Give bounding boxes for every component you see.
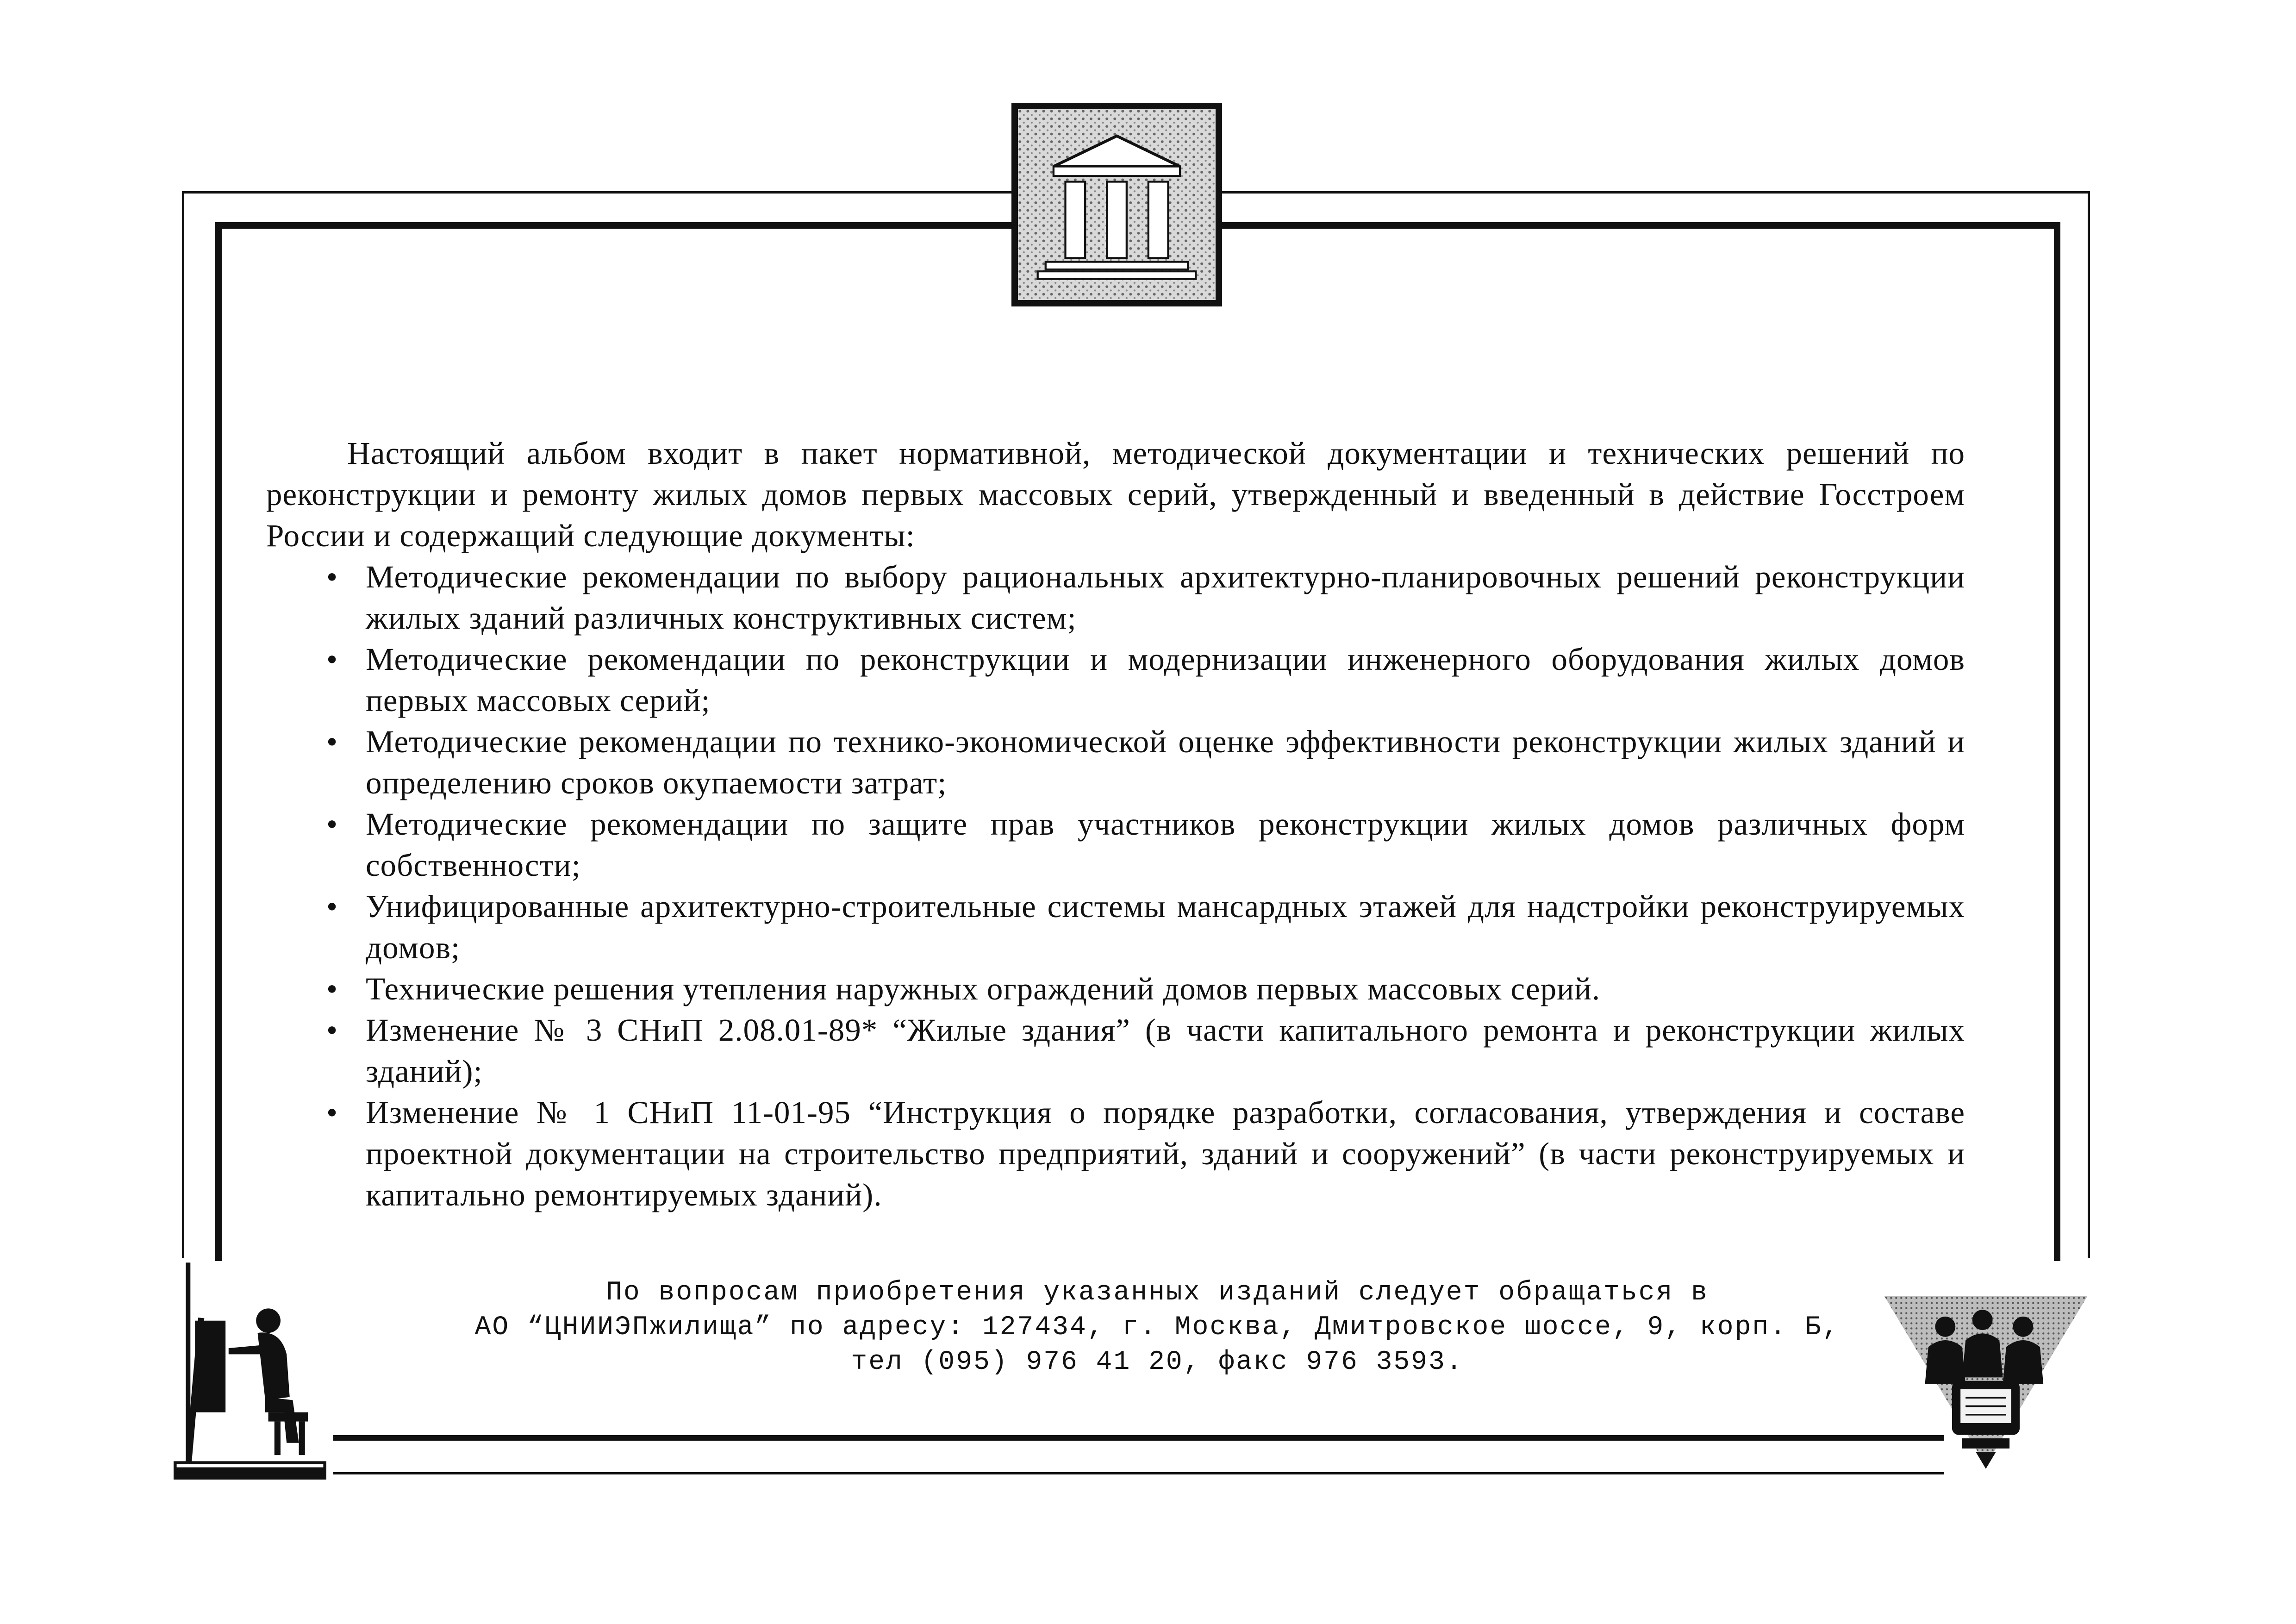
- list-item: • Технические решения утепления наружных ограждений домов первых массовых серий.: [266, 968, 1965, 1010]
- people-at-computer-icon: [1884, 1296, 2088, 1472]
- painter-at-easel-icon: [174, 1259, 326, 1481]
- contact-line: АО “ЦНИИЭПжилища” по адресу: 127434, г. Москва, Дмитровское шоссе, 9, корп. Б,: [474, 1312, 1840, 1343]
- intro-paragraph: Настоящий альбом входит в пакет нормативной, методической документации и технических решений по реконструкции и ремонту жилых домов первых массовых серий, утвержденный и введенный в действие Госстроем России и содержащий следующие документы:: [266, 436, 1965, 553]
- contact-info: [393, 1275, 1921, 1380]
- footer-rule-thin: [333, 1472, 1944, 1474]
- list-item: • Методические рекомендации по реконструкции и модернизации инженерного оборудования жилых домов первых массовых серий;: [266, 639, 1965, 721]
- document-body: [266, 433, 1965, 1216]
- contact-line: По вопросам приобретения указанных изданий следует обращаться в: [606, 1278, 1709, 1308]
- list-item: • Методические рекомендации по защите прав участников реконструкции жилых домов различных форм собственности;: [266, 804, 1965, 886]
- list-item: • Изменение № 3 СНиП 2.08.01-89* “Жилые здания” (в части капитального ремонта и реконструкции жилых зданий);: [266, 1010, 1965, 1092]
- footer-rule-thick: [333, 1435, 1944, 1441]
- building-columns-icon: [1011, 103, 1222, 306]
- list-item: • Методические рекомендации по выбору рациональных архитектурно-планировочных решений реконструкции жилых зданий различных конструктивных систем;: [266, 556, 1965, 639]
- list-item: • Методические рекомендации по технико-экономической оценке эффективности реконструкции жилых зданий и определению сроков окупаемости затрат;: [266, 721, 1965, 804]
- contact-line: тел (095) 976 41 20, факс 976 3593.: [851, 1347, 1464, 1377]
- document-list: [266, 556, 1965, 1216]
- list-item: • Унифицированные архитектурно-строительные системы мансардных этажей для надстройки реконструируемых домов;: [266, 886, 1965, 968]
- list-item: • Изменение № 1 СНиП 11-01-95 “Инструкция о порядке разработки, согласования, утверждения и составе проектной документации на строительство предприятий, зданий и сооружений” (в части реконструируемых и капитально ремонтируемых зданий).: [266, 1092, 1965, 1216]
